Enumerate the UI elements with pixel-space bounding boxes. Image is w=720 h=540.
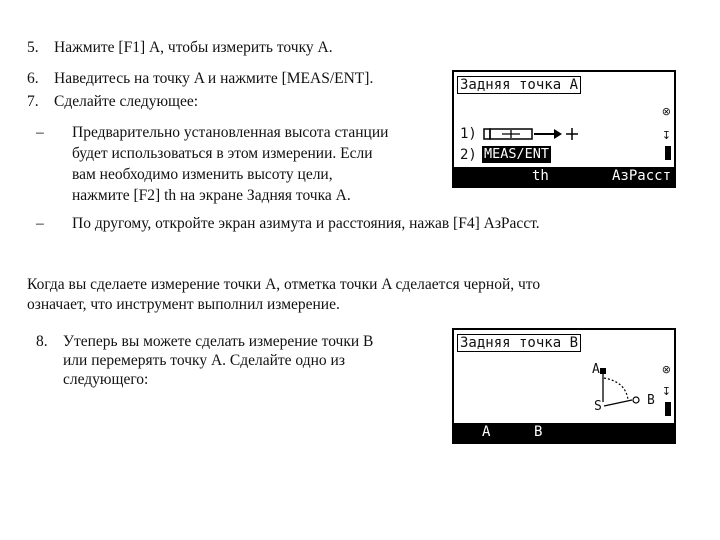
- screen-title: Задняя точка B: [457, 334, 581, 352]
- battery-icon: [665, 402, 671, 416]
- battery-icon: [665, 146, 671, 160]
- bullet-1-line-4: нажмите [F2] th на экране Задняя точка A.: [72, 187, 351, 204]
- bullet-1-line-2: будет использоваться в этом измерении. Если: [72, 145, 373, 162]
- function-key-bar: [454, 423, 674, 442]
- step-8-line-3: следующего:: [63, 371, 149, 388]
- row-1-number: 1): [460, 126, 477, 142]
- step-6-number: 6.: [27, 70, 39, 87]
- bullet-1-line-1: Предварительно установленная высота станции: [72, 124, 389, 141]
- f2-b-key[interactable]: B: [534, 424, 543, 440]
- screen-title: Задняя точка A: [457, 76, 581, 94]
- paragraph-line-1: Когда вы сделаете измерение точки A, отметка точки A сделается черной, что: [27, 276, 541, 293]
- tilt-icon: ↧: [661, 385, 671, 398]
- station-s-label: S: [594, 399, 602, 414]
- step-7-number: 7.: [27, 93, 39, 110]
- bullet-1-line-3: вам необходимо изменить высоту цели,: [72, 166, 333, 183]
- tilt-icon: ↧: [661, 129, 671, 142]
- bullet-dash: –: [36, 124, 44, 141]
- step-5-number: 5.: [27, 39, 39, 56]
- f4-azrasst-key[interactable]: АзРасст: [612, 168, 672, 184]
- point-b-label: B: [647, 393, 655, 408]
- device-screen-backsight-a: [452, 70, 676, 188]
- step-5-text: Нажмите [F1] A, чтобы измерить точку A.: [54, 39, 333, 56]
- target-icon: ⊗: [661, 363, 671, 376]
- step-8-line-2: или перемерять точку A. Сделайте одно из: [63, 352, 345, 369]
- point-a-label: A: [592, 362, 600, 377]
- paragraph-line-2: означает, что инструмент выполнил измерение.: [27, 296, 340, 313]
- row-2-number: 2): [460, 147, 477, 163]
- bullet-2-text: По другому, откройте экран азимута и расстояния, нажав [F4] АзРасст.: [72, 215, 540, 232]
- device-screen-backsight-b: [452, 328, 676, 444]
- step-7-text: Сделайте следующее:: [54, 93, 199, 110]
- target-icon: ⊗: [661, 105, 671, 118]
- f2-th-key[interactable]: th: [532, 168, 549, 184]
- step-8-number: 8.: [36, 333, 48, 350]
- f1-a-key[interactable]: A: [482, 424, 491, 440]
- function-key-bar: [454, 167, 674, 186]
- step-6-text: Наведитесь на точку A и нажмите [MEAS/ENT].: [54, 70, 374, 87]
- bullet-dash: –: [36, 215, 44, 232]
- meas-ent-key[interactable]: MEAS/ENT: [484, 146, 550, 162]
- step-8-line-1: Утеперь вы можете сделать измерение точки B: [63, 333, 374, 350]
- rod-arrow-prism-icon: [482, 125, 582, 143]
